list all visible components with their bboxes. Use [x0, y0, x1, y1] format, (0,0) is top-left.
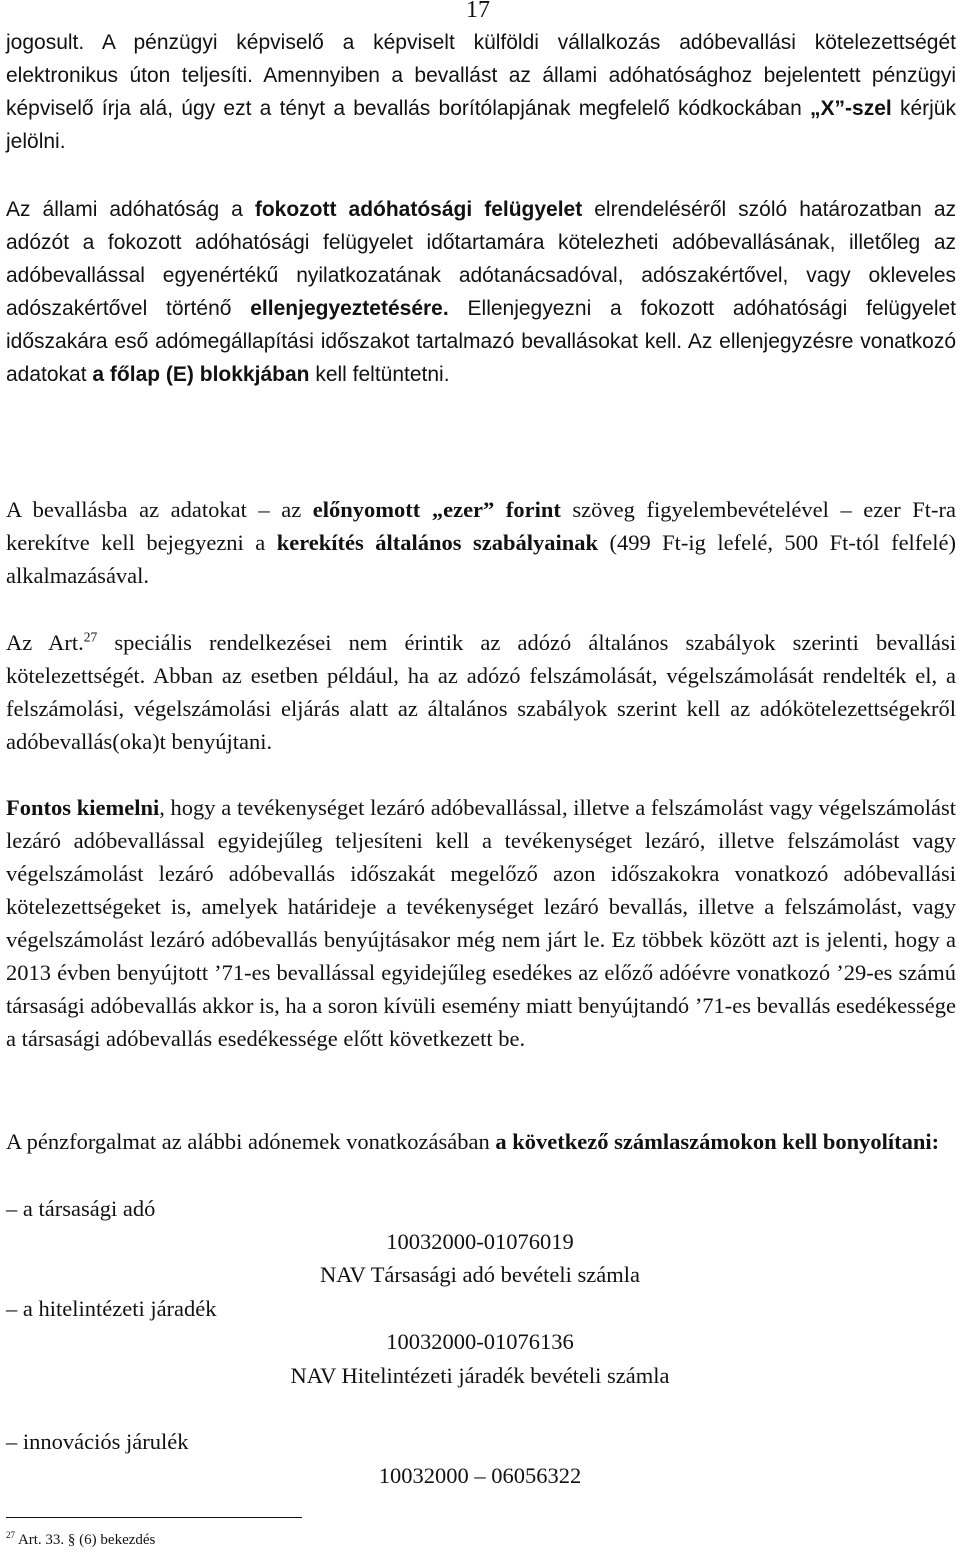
para2-text-4: kell feltüntetni. [315, 363, 450, 386]
account-number-corporate-tax: 10032000-01076019 [386, 1229, 574, 1254]
para2-bold-2: ellenjegyeztetésére. [250, 297, 449, 320]
para6-text: A pénzforgalmat az alábbi adónemek vonatkozásában [6, 1129, 490, 1154]
para2-text-3: Ellenjegyezni a fokozott adóhatósági felügyelet időszakára eső adómegállapítási időszakot tartalmazó bevallásokat kell. Az ellenjegyzésre vonatkozó adatokat [6, 297, 957, 386]
paragraph-important [6, 791, 956, 1055]
para2-bold-1: fokozott adóhatósági felügyelet [254, 198, 583, 221]
para3-bold-1: előnyomott „ezer” forint [312, 497, 561, 522]
paragraph-accounts-intro [6, 1125, 956, 1158]
para2-text-1: Az állami adóhatóság a [6, 198, 243, 221]
para3-text-3: (499 Ft-ig lefelé, 500 Ft-tól felfelé) alkalmazásával. [6, 530, 957, 588]
account-label-corporate-tax: – a társasági adó [6, 1196, 156, 1221]
account-name-corporate-tax: NAV Társasági adó bevételi számla [320, 1262, 640, 1287]
para1-bold: „X”-szel [810, 97, 892, 120]
paragraph-rounding [6, 493, 956, 592]
para4-text-2: speciális rendelkezései nem érintik az adózó általános szabályok szerinti bevallási kötelezettségét. Abban az esetben például, ha az adózó felszámolását, végelszámolását rendelték el, a felszámolási, végelszámolási eljárás alatt az általános szabályok szerint kell az adókötelezettségekről adóbevallás(oka)t benyújtani. [6, 630, 956, 754]
para3-text-1: A bevallásba az adatokat – az [6, 497, 302, 522]
para5-text: , hogy a tevékenységet lezáró adóbevallással, illetve a felszámolást vagy végelszámolást lezáró adóbevallással egyidejűleg teljesíteni kell a tevékenységet lezáró, illetve felszámolást vagy végelszámolást lezáró adóbevallás időszakát megelőző azon időszakokra vonatkozó adóbevallási kötelezettségeket is, amelyek határideje a tevékenységet lezáró bevallás, illetve a felszámolást, vagy végelszámolást lezáró adóbevallás benyújtásakor még nem járt le. Ez többek között azt is jelenti, hogy a 2013 évben benyújtott ’71-es bevallással egyidejűleg esedékes az előző adóévre vonatkozó ’29-es számú társasági adóbevallás akkor is, ha a soron kívüli esemény miatt benyújtandó ’71-es bevallás esedékessége a társasági adóbevallás esedékessége előtt következett be. [6, 795, 956, 1051]
paragraph-financial-representative [6, 26, 956, 158]
para2-bold-3: a főlap (E) blokkjában [92, 363, 310, 386]
para4-text-1: Az Art. [6, 630, 84, 655]
account-number-innovation: 10032000 – 06056322 [378, 1463, 582, 1488]
paragraph-art-special [6, 626, 956, 758]
para1-tail: kérjük jelölni. [6, 97, 956, 153]
para2-text-2: elrendeléséről szóló határozatban az adózót a fokozott adóhatósági felügyelet időtartamára kötelezheti adóbevallásának, illetőleg az adóbevallással egyenértékű nyilatkozatának adótanácsadóval, adószakértővel, vagy okleveles adószakértővel történő [6, 198, 956, 320]
footnote-divider [6, 1517, 302, 1518]
account-label-innovation: – innovációs járulék [6, 1429, 189, 1454]
para3-bold-2: kerekítés általános szabályainak [276, 530, 598, 555]
account-label-credit-institution: – a hitelintézeti járadék [6, 1296, 217, 1321]
para5-bold: Fontos kiemelni [6, 795, 160, 820]
para6-bold: a következő számlaszámokon kell bonyolítani: [495, 1129, 940, 1154]
footnote [6, 1530, 155, 1550]
page-number: 17 [466, 0, 490, 23]
account-number-credit-institution: 10032000-01076136 [386, 1329, 574, 1354]
paragraph-supervision [6, 193, 956, 391]
para3-text-2: szöveg figyelembevételével – ezer Ft-ra kerekítve kell bejegyezni a [6, 497, 957, 555]
para1-text: jogosult. A pénzügyi képviselő a képviselt külföldi vállalkozás adóbevallási kötelezettségét elektronikus úton teljesíti. Amennyiben a bevallást az állami adóhatósághoz bejelentett pénzügyi képviselő írja alá, úgy ezt a tényt a bevallás borítólapjának megfelelő kódkockában [6, 31, 956, 120]
account-name-credit-institution: NAV Hitelintézeti járadék bevételi számla [290, 1363, 670, 1388]
footnote-text: Art. 33. § (6) bekezdés [17, 1532, 156, 1548]
footnote-number: 27 [6, 1530, 15, 1540]
footnote-ref: 27 [83, 629, 98, 645]
